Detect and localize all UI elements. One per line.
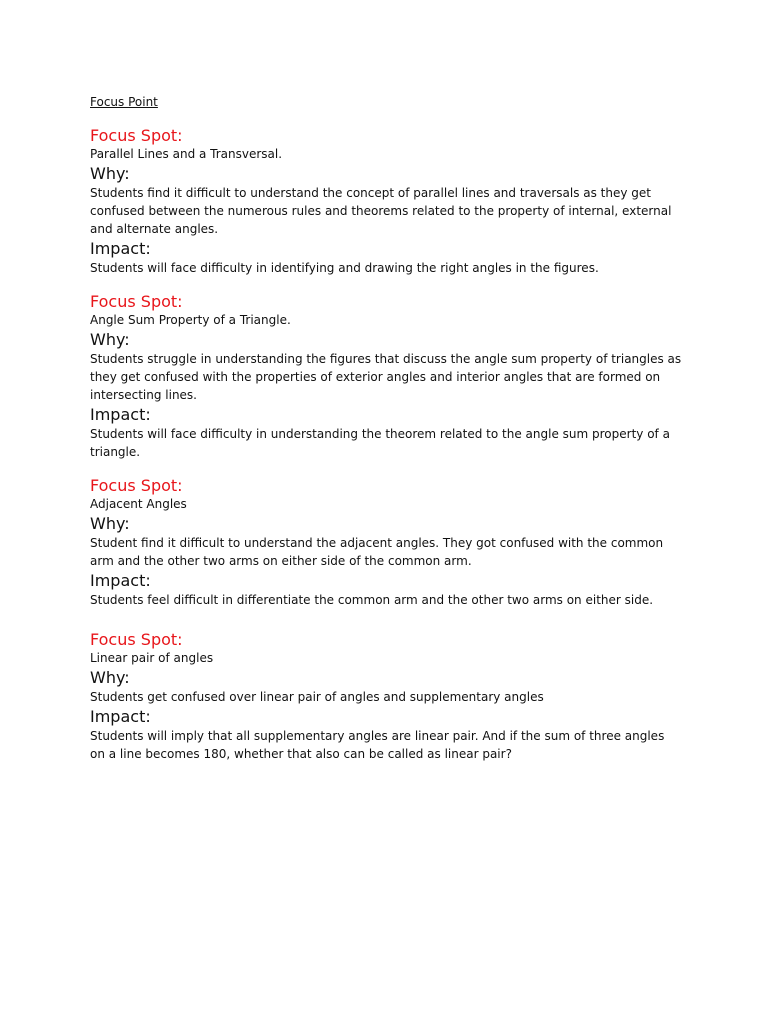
focus-topic: Adjacent Angles bbox=[90, 497, 187, 511]
focus-spot-heading: Focus Spot: bbox=[90, 630, 183, 649]
section-spacer bbox=[90, 609, 682, 629]
focus-section-2 bbox=[90, 291, 682, 461]
impact-heading: Impact: bbox=[90, 571, 151, 590]
impact-heading: Impact: bbox=[90, 405, 151, 424]
why-heading: Why: bbox=[90, 514, 130, 533]
why-text: Student find it difficult to understand the adjacent angles. They got confused with the common arm and the other two arms on either side of the common arm. bbox=[90, 536, 664, 568]
impact-text: Students will imply that all supplementary angles are linear pair. And if the sum of three angles on a line becomes 180, whether that also can be called as linear pair? bbox=[90, 729, 665, 761]
why-text: Students struggle in understanding the figures that discuss the angle sum property of triangles as they get confused with the properties of exterior angles and interior angles that are formed on intersecting lines. bbox=[90, 352, 682, 402]
why-text: Students find it difficult to understand the concept of parallel lines and traversals as they get confused between the numerous rules and theorems related to the property of internal, external and alternate angles. bbox=[90, 186, 672, 236]
why-text: Students get confused over linear pair of angles and supplementary angles bbox=[90, 690, 544, 704]
impact-text: Students feel difficult in differentiate the common arm and the other two arms on either side. bbox=[90, 593, 654, 607]
impact-text: Students will face difficulty in understanding the theorem related to the angle sum property of a triangle. bbox=[90, 427, 670, 459]
focus-section-1 bbox=[90, 125, 682, 277]
focus-topic: Angle Sum Property of a Triangle. bbox=[90, 313, 291, 327]
focus-spot-heading: Focus Spot: bbox=[90, 126, 183, 145]
focus-section-4 bbox=[90, 629, 682, 763]
document-page bbox=[90, 95, 682, 763]
section-spacer bbox=[90, 461, 682, 475]
focus-topic: Linear pair of angles bbox=[90, 651, 214, 665]
why-heading: Why: bbox=[90, 330, 130, 349]
document-title: Focus Point bbox=[90, 95, 158, 109]
impact-heading: Impact: bbox=[90, 707, 151, 726]
focus-section-3 bbox=[90, 475, 682, 609]
impact-heading: Impact: bbox=[90, 239, 151, 258]
focus-topic: Parallel Lines and a Transversal. bbox=[90, 147, 283, 161]
impact-text: Students will face difficulty in identifying and drawing the right angles in the figures. bbox=[90, 261, 599, 275]
focus-spot-heading: Focus Spot: bbox=[90, 292, 183, 311]
why-heading: Why: bbox=[90, 668, 130, 687]
why-heading: Why: bbox=[90, 164, 130, 183]
focus-spot-heading: Focus Spot: bbox=[90, 476, 183, 495]
section-spacer bbox=[90, 277, 682, 291]
